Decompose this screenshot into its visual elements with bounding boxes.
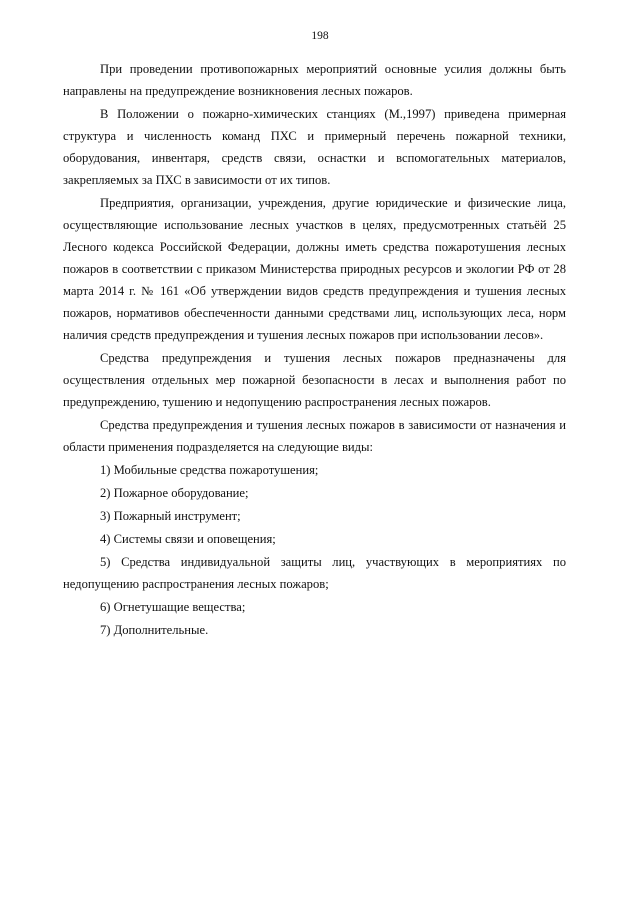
document-body [63, 58, 566, 641]
list-item: 1) Мобильные средства пожаротушения; [100, 463, 319, 477]
list-item: 2) Пожарное оборудование; [100, 486, 249, 500]
page-number: 198 [311, 30, 329, 42]
list-item: 3) Пожарный инструмент; [100, 509, 241, 523]
paragraph-fire-prevention: При проведении противопожарных мероприятий основные усилия должны быть направлены на предупреждение возникновения лесных пожаров. [63, 62, 566, 98]
list-item: 6) Огнетушащие вещества; [100, 600, 246, 614]
paragraph-forest-users-obligations: Предприятия, организации, учреждения, другие юридические и физические лица, осуществляющие использование лесных участков в целях, предусмотренных статьёй 25 Лесного кодекса Российской Федерации, должны иметь средства пожаротушения лесных пожаров в соответствии с приказом Министерства природных ресурсов и экологии РФ от 28 марта 2014 г. № 161 «Об утверждении видов средств предупреждения и тушения лесных пожаров, нормативов обеспеченности данными средствами лиц, использующих леса, норм наличия средств предупреждения и тушения лесных пожаров при использовании лесов». [63, 196, 566, 342]
paragraph-means-types-intro: Средства предупреждения и тушения лесных пожаров в зависимости от назначения и области применения подразделяется на следующие виды: [63, 418, 566, 454]
paragraph-means-purpose: Средства предупреждения и тушения лесных пожаров предназначены для осуществления отдельных мер пожарной безопасности в лесах и выполнения работ по предупреждению, тушению и недопущению распространения лесных пожаров. [63, 351, 566, 409]
list-item: 5) Средства индивидуальной защиты лиц, участвующих в мероприятиях по недопущению распространения лесных пожаров; [63, 555, 566, 591]
paragraph-fire-chemical-stations: В Положении о пожарно-химических станциях (М.,1997) приведена примерная структура и численность команд ПХС и примерный перечень пожарной техники, оборудования, инвентаря, средств связи, оснастки и вспомогательных материалов, закрепляемых за ПХС в зависимости от их типов. [63, 107, 566, 187]
list-item: 4) Системы связи и оповещения; [100, 532, 276, 546]
list-item: 7) Дополнительные. [100, 623, 209, 637]
